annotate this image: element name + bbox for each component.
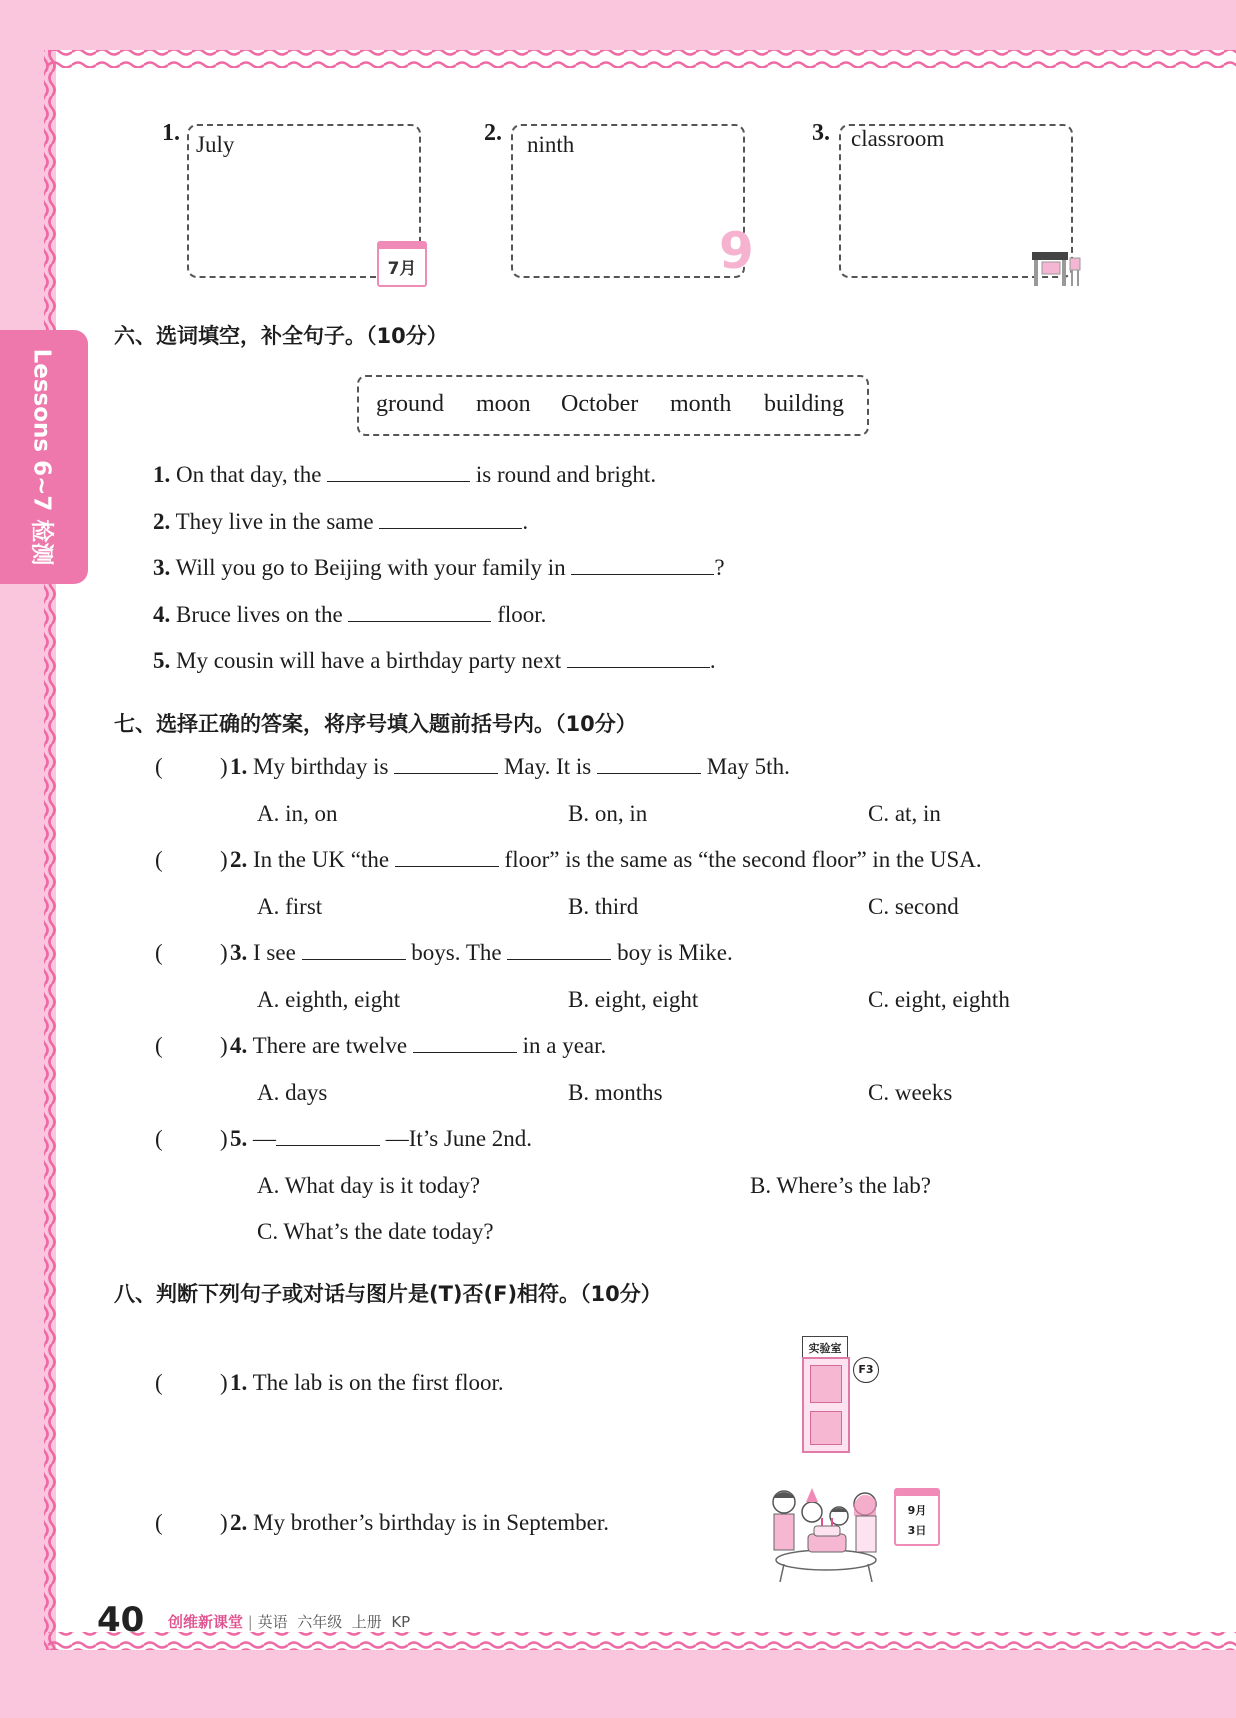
floor-badge: F3: [853, 1357, 879, 1383]
s7-item-4: [230, 1033, 606, 1059]
s6-item-2: [153, 509, 528, 535]
calendar-month: 9月: [907, 1504, 927, 1517]
s7-item-1-answer-slot[interactable]: [166, 754, 220, 782]
s8-item-1-number: 1.: [230, 1370, 248, 1395]
s7-item-5: [230, 1126, 532, 1152]
s8-item-1: [230, 1370, 504, 1396]
footer-grade: 六年级: [297, 1613, 343, 1631]
s7-item-2-paren-open: (: [155, 847, 163, 872]
s7-item-3-text: I see: [253, 940, 296, 965]
s7-item-2-blank: [395, 848, 499, 867]
s8-item-2-paren-open: (: [155, 1510, 163, 1535]
s7-item-3: [230, 940, 733, 966]
classroom-desks-picture: [1030, 248, 1082, 290]
s7-item-4-option-b: B. months: [568, 1080, 663, 1105]
word-box-1-word: July: [196, 132, 235, 157]
s6-item-1-text-after: is round and bright.: [475, 462, 657, 487]
calendar-day: 3日: [907, 1524, 927, 1537]
s7-item-2-option-c: C. second: [868, 894, 959, 919]
s6-item-4-text-after: floor.: [497, 602, 547, 627]
s7-item-5-option-c: C. What’s the date today?: [257, 1219, 494, 1244]
s6-item-5: [153, 648, 716, 674]
section7-heading: 七、选择正确的答案，将序号填入题前括号内。（10分）: [114, 712, 637, 736]
s7-item-5-paren-close: ): [220, 1126, 228, 1151]
s7-item-3-option-c: C. eight, eighth: [868, 987, 1010, 1012]
s7-item-5-paren-open: (: [155, 1126, 163, 1151]
s6-item-1: [153, 462, 656, 488]
s7-item-1: [230, 754, 790, 780]
section8-heading: 八、判断下列句子或对话与图片是(T)否(F)相符。（10分）: [114, 1282, 662, 1306]
s7-item-3-option-b: B. eight, eight: [568, 987, 699, 1012]
s6-item-1-number: 1.: [153, 462, 171, 487]
s7-item-3-text-3: boy is Mike.: [617, 940, 733, 965]
s7-item-4-text-2: in a year.: [522, 1033, 607, 1058]
word-bank-building: building: [764, 391, 845, 417]
s7-item-3-blank-2: [507, 941, 611, 960]
s8-item-2-text: My brother’s birthday is in September.: [253, 1510, 610, 1535]
s7-item-3-paren-close: ): [220, 940, 228, 965]
s7-item-3-text-2: boys. The: [411, 940, 502, 965]
s7-item-3-answer-slot[interactable]: [166, 940, 220, 968]
birthday-party-picture: [762, 1482, 892, 1582]
s6-item-5-text-after: .: [709, 648, 716, 673]
section6-heading: 六、选词填空，补全句子。（10分）: [114, 324, 448, 348]
s7-item-4-text: There are twelve: [252, 1033, 408, 1058]
s7-item-5-blank: [276, 1127, 380, 1146]
word-box-1-number: 1.: [162, 120, 180, 146]
word-bank-october: October: [561, 391, 639, 417]
word-box-3-number: 3.: [812, 120, 830, 146]
s7-item-1-text-2: May. It is: [503, 754, 592, 779]
s6-item-4: [153, 602, 546, 628]
side-tab-label: Lessons 6~7 检测: [28, 348, 55, 566]
s8-item-1-paren-open: (: [155, 1370, 163, 1395]
s7-item-5-option-a: A. What day is it today?: [257, 1173, 481, 1198]
footer-info: 创维新课堂 | 英语 六年级 上册 KP: [168, 1613, 411, 1631]
s8-item-2-paren-close: ): [220, 1510, 228, 1535]
s6-item-1-blank[interactable]: [327, 463, 470, 482]
s7-item-1-number: 1.: [230, 754, 248, 779]
number-nine-picture: 9: [719, 222, 754, 280]
lab-door-picture: [802, 1357, 850, 1453]
lab-sign-text: 实验室: [808, 1342, 842, 1355]
s6-item-2-text: They live in the same: [175, 509, 374, 534]
word-box-3-word: classroom: [851, 126, 945, 151]
s6-item-1-text: On that day, the: [176, 462, 322, 487]
s7-item-2-number: 2.: [230, 847, 248, 872]
lab-sign: [802, 1336, 848, 1358]
s6-item-5-blank[interactable]: [567, 649, 710, 668]
word-bank-month: month: [670, 391, 732, 417]
s7-item-2-paren-close: ): [220, 847, 228, 872]
footer-edition: KP: [391, 1613, 411, 1631]
s6-item-3-text-after: ?: [714, 555, 725, 580]
s7-item-4-paren-close: ): [220, 1033, 228, 1058]
s6-item-3-number: 3.: [153, 555, 171, 580]
s7-item-3-option-a: A. eighth, eight: [257, 987, 401, 1012]
footer-subject: 英语: [257, 1613, 288, 1631]
s7-item-5-number: 5.: [230, 1126, 248, 1151]
s7-item-5-option-b: B. Where’s the lab?: [750, 1173, 931, 1198]
word-bank-ground: ground: [376, 391, 444, 417]
s7-item-3-paren-open: (: [155, 940, 163, 965]
s6-item-3-text: Will you go to Beijing with your family in: [175, 555, 566, 580]
s7-item-1-option-b: B. on, in: [568, 801, 648, 826]
s7-item-2-option-b: B. third: [568, 894, 639, 919]
word-box-2-number: 2.: [484, 120, 502, 146]
s7-item-1-paren-close: ): [220, 754, 228, 779]
s7-item-3-blank-1: [302, 941, 406, 960]
s8-item-1-answer-slot[interactable]: [166, 1370, 220, 1398]
s6-item-5-number: 5.: [153, 648, 171, 673]
page-number: 40: [97, 1600, 145, 1640]
s7-item-4-paren-open: (: [155, 1033, 163, 1058]
s6-item-3: [153, 555, 725, 581]
s6-item-4-text: Bruce lives on the: [176, 602, 343, 627]
s7-item-1-blank-2: [597, 755, 701, 774]
s7-item-4-number: 4.: [230, 1033, 248, 1058]
s6-item-5-text: My cousin will have a birthday party next: [176, 648, 562, 673]
s7-item-2-text-2: floor” is the same as “the second floor” in the USA.: [504, 847, 982, 872]
calendar-september-picture: [894, 1488, 940, 1546]
s7-item-1-text-3: May 5th.: [706, 754, 790, 779]
s7-item-1-option-a: A. in, on: [257, 801, 338, 826]
s7-item-5-answer-slot[interactable]: [166, 1126, 220, 1154]
s7-item-3-number: 3.: [230, 940, 248, 965]
s6-item-2-text-after: .: [522, 509, 529, 534]
calendar-july-picture: [377, 241, 427, 287]
s7-item-2: [230, 847, 982, 873]
s7-item-1-text: My birthday is: [253, 754, 389, 779]
word-bank-moon: moon: [476, 391, 531, 417]
s6-item-4-blank[interactable]: [348, 603, 491, 622]
s6-item-2-blank[interactable]: [379, 510, 522, 529]
s7-item-2-answer-slot[interactable]: [166, 847, 220, 875]
s7-item-2-option-a: A. first: [257, 894, 323, 919]
footer-brand: 创维新课堂: [168, 1613, 244, 1631]
s7-item-4-answer-slot[interactable]: [166, 1033, 220, 1061]
s6-item-3-blank[interactable]: [571, 556, 714, 575]
word-box-2-word: ninth: [527, 132, 575, 157]
footer-volume: 上册: [351, 1613, 382, 1631]
s7-item-1-option-c: C. at, in: [868, 801, 941, 826]
side-tab-lessons: [0, 330, 88, 584]
s7-item-4-blank: [413, 1034, 517, 1053]
s6-item-2-number: 2.: [153, 509, 171, 534]
calendar-july-label: 7月: [387, 259, 417, 279]
s7-item-1-blank-1: [394, 755, 498, 774]
s7-item-2-text: In the UK “the: [253, 847, 390, 872]
s8-item-2-answer-slot[interactable]: [166, 1510, 220, 1538]
s7-item-5-dash: —: [253, 1126, 276, 1151]
s8-item-2: [230, 1510, 609, 1536]
s6-item-4-number: 4.: [153, 602, 171, 627]
s7-item-5-text-2: —It’s June 2nd.: [385, 1126, 533, 1151]
s8-item-2-number: 2.: [230, 1510, 248, 1535]
s7-item-4-option-a: A. days: [257, 1080, 328, 1105]
s7-item-4-option-c: C. weeks: [868, 1080, 953, 1105]
s7-item-1-paren-open: (: [155, 754, 163, 779]
word-bank: [357, 375, 869, 436]
s8-item-1-text: The lab is on the first floor.: [252, 1370, 504, 1395]
s8-item-1-paren-close: ): [220, 1370, 228, 1395]
